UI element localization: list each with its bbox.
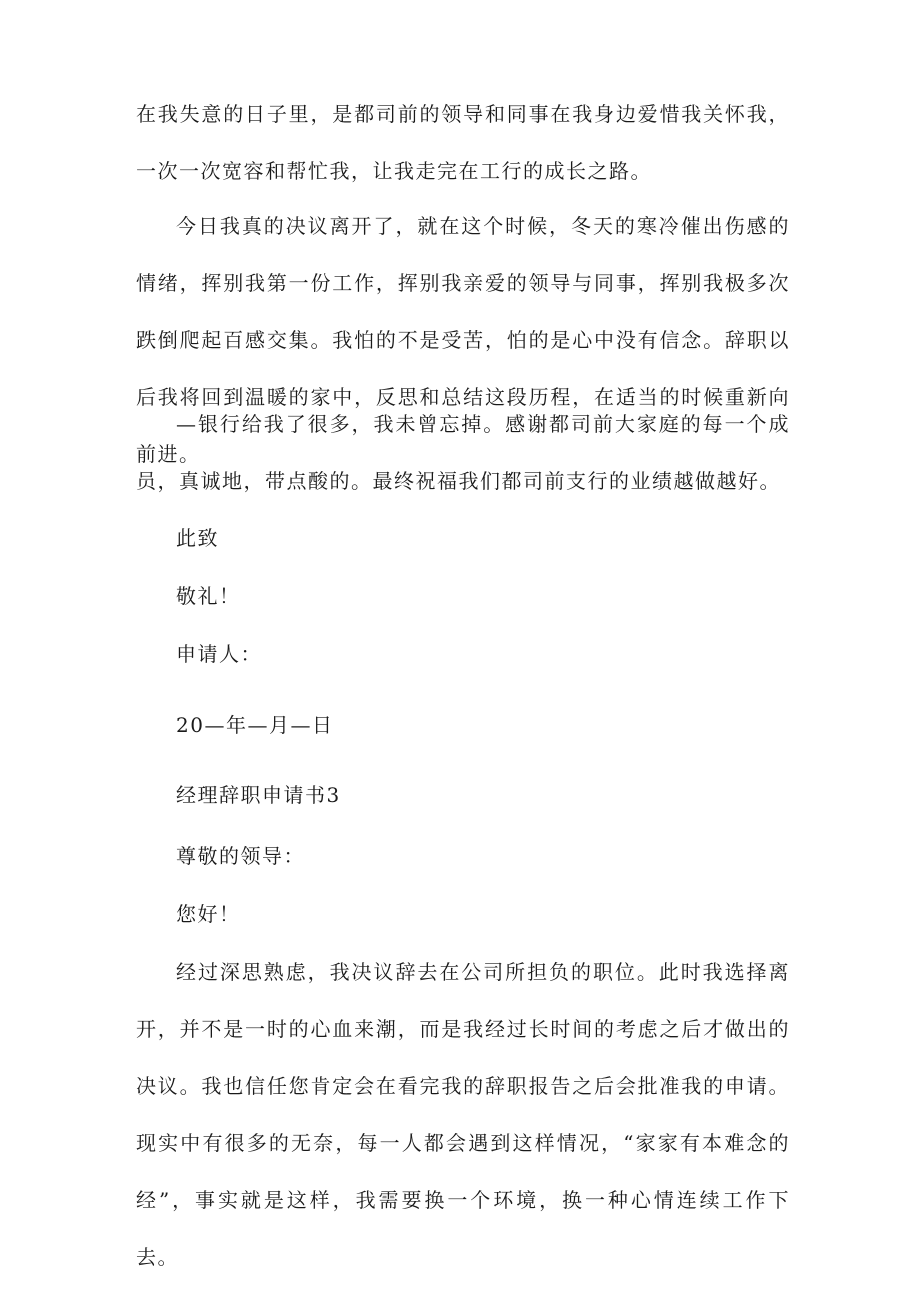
date-line: 20—年—月—日 <box>176 713 334 737</box>
greeting-line: 尊敬的领导： <box>176 844 305 868</box>
salute-line: 敬礼！ <box>176 584 241 608</box>
closing-line: 此致 <box>176 526 219 550</box>
paragraph-resignation: 经过深思熟虑，我决议辞去在公司所担负的职位。此时我选择离开，并不是一时的心血来潮，而是我经过长时间的考虑之后才做出的决议。我也信任您肯定会在看完我的辞职报告之后会批准我的申请。现实中有很多的无奈，每一人都会遇到这样情况，“家家有本难念的经”，事实就是这样，我需要换一个环境，换一种心情连续工作下去。 <box>136 960 790 1269</box>
paragraph-departure: 今日我真的决议离开了，就在这个时候，冬天的寒冷催出伤感的情绪，挥别我第一份工作，挥别我亲爱的领导与同事，挥别我极多次跌倒爬起百感交集。我怕的不是受苦，怕的是心中没有信念。辞职以后我将回到温暖的家中，反思和总结这段历程，在适当的时候重新向前进。 <box>136 214 790 466</box>
paragraph-gratitude: 在我失意的日子里，是都司前的领导和同事在我身边爱惜我关怀我，一次一次宽容和帮忙我，让我走完在工行的成长之路。 <box>136 102 790 183</box>
section-title: 经理辞职申请书3 <box>176 783 341 807</box>
paragraph-bank-thanks: —银行给我了很多，我未曾忘掉。感谢都司前大家庭的每一个成员，真诚地，带点酸的。最终祝福我们都司前支行的业绩越做越好。 <box>136 412 790 493</box>
hello-line: 您好！ <box>176 902 241 926</box>
applicant-line: 申请人： <box>176 642 262 666</box>
